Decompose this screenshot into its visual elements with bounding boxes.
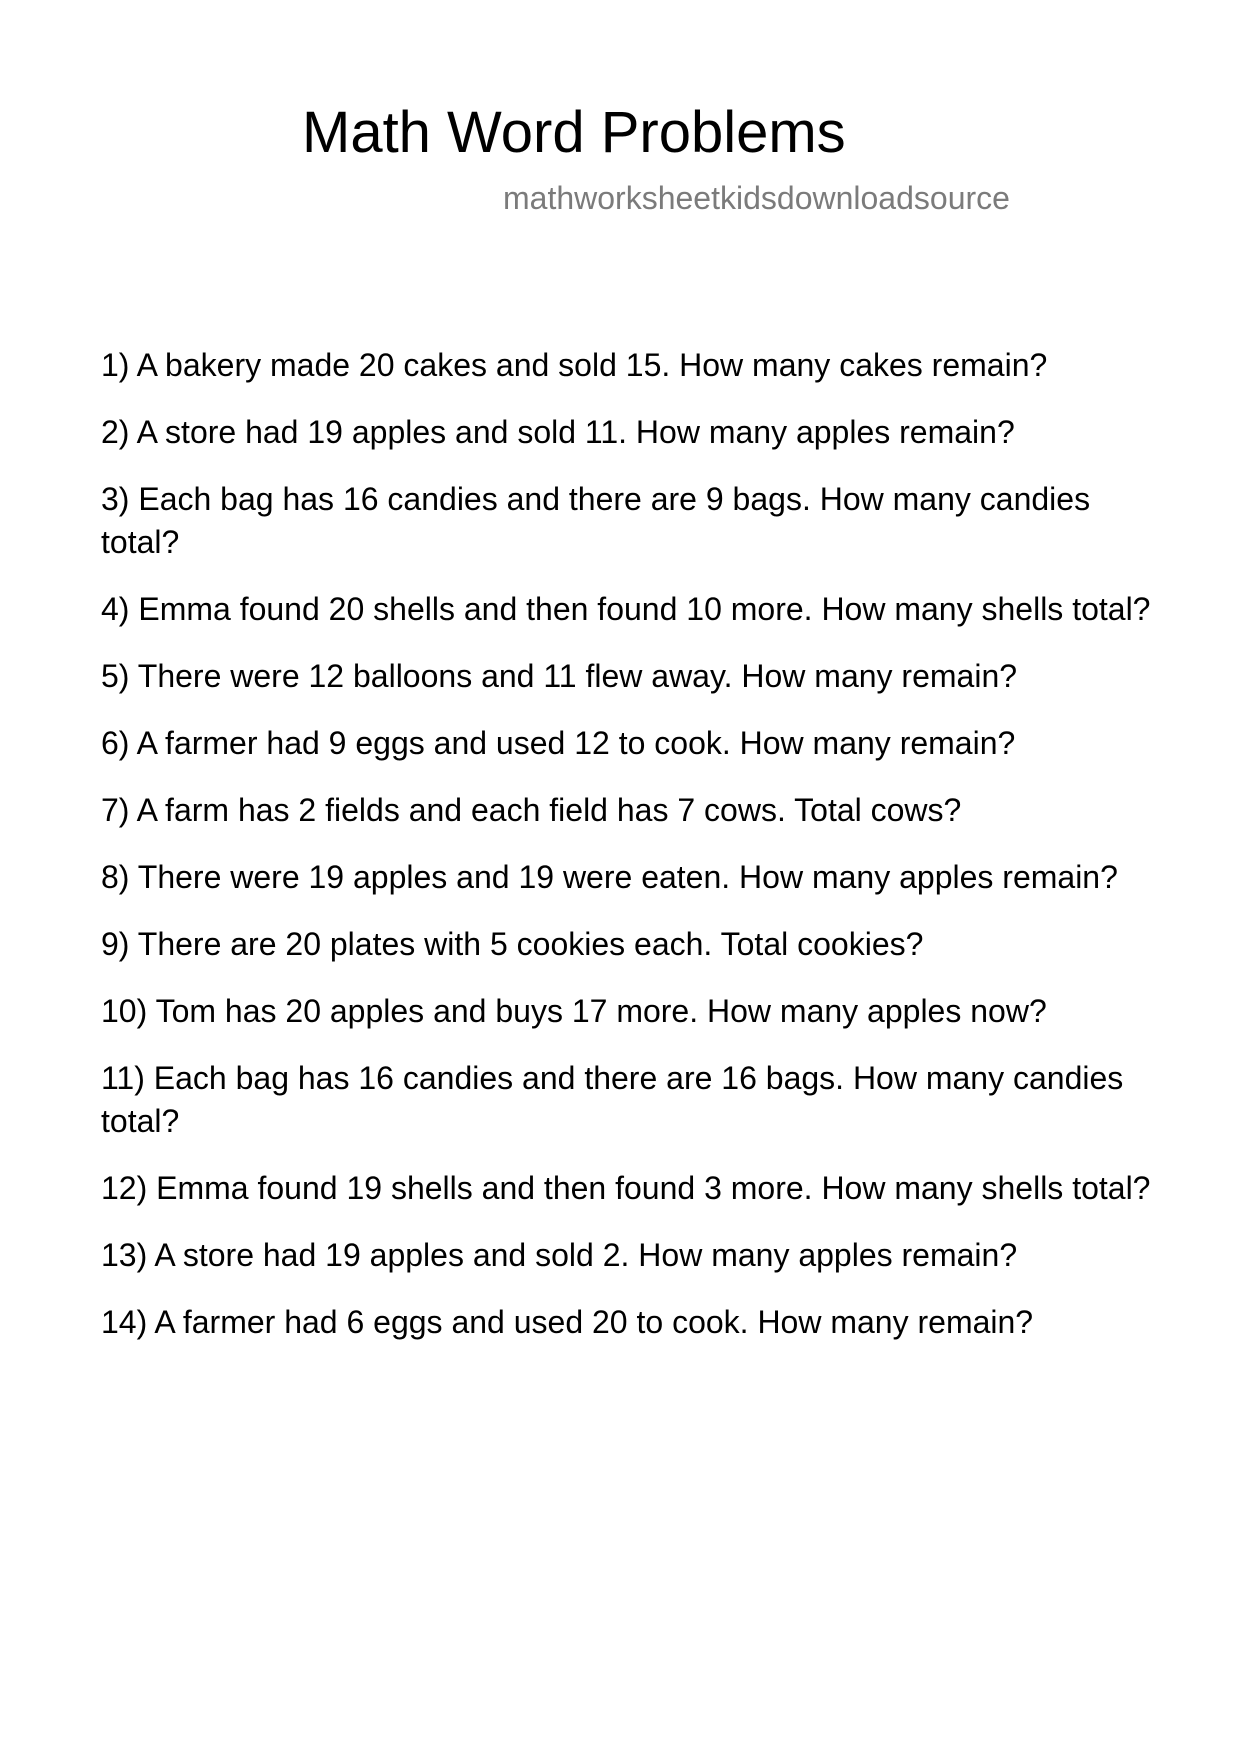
problem-item: 10) Tom has 20 apples and buys 17 more. How many apples now? bbox=[101, 993, 1047, 1029]
problem-item: 9) There are 20 plates with 5 cookies each. Total cookies? bbox=[101, 926, 924, 962]
problem-item: 3) Each bag has 16 candies and there are 9 bags. How many candies total? bbox=[101, 481, 1091, 560]
page-title: Math Word Problems bbox=[302, 100, 846, 165]
problem-item: 12) Emma found 19 shells and then found 3 more. How many shells total? bbox=[101, 1170, 1151, 1206]
problem-item: 14) A farmer had 6 eggs and used 20 to cook. How many remain? bbox=[101, 1304, 1034, 1340]
problem-item: 1) A bakery made 20 cakes and sold 15. How many cakes remain? bbox=[101, 347, 1048, 383]
problem-item: 13) A store had 19 apples and sold 2. How many apples remain? bbox=[101, 1237, 1018, 1273]
source-label: mathworksheetkidsdownloadsource bbox=[503, 180, 1010, 216]
problem-item: 2) A store had 19 apples and sold 11. How many apples remain? bbox=[101, 414, 1015, 450]
problem-list bbox=[101, 344, 1161, 1368]
problem-item: 6) A farmer had 9 eggs and used 12 to cook. How many remain? bbox=[101, 725, 1016, 761]
problem-item: 5) There were 12 balloons and 11 flew away. How many remain? bbox=[101, 658, 1018, 694]
problem-item: 7) A farm has 2 fields and each field has 7 cows. Total cows? bbox=[101, 792, 962, 828]
problem-item: 11) Each bag has 16 candies and there are 16 bags. How many candies total? bbox=[101, 1060, 1124, 1139]
problem-item: 8) There were 19 apples and 19 were eaten. How many apples remain? bbox=[101, 859, 1118, 895]
problem-item: 4) Emma found 20 shells and then found 10 more. How many shells total? bbox=[101, 591, 1151, 627]
